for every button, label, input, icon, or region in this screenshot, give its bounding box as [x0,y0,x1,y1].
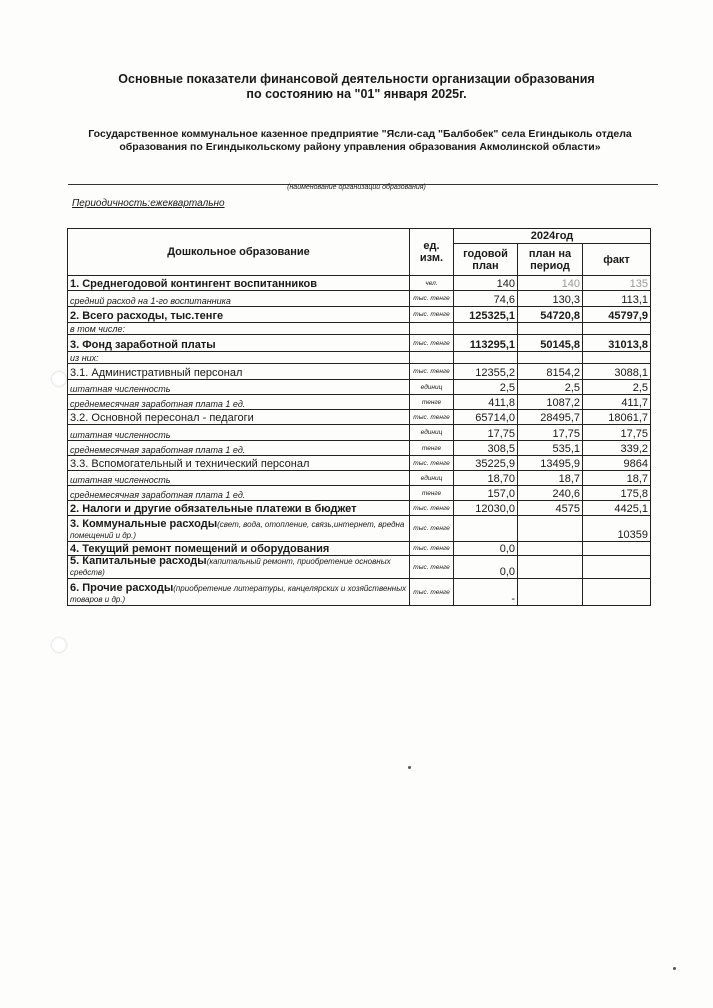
cell-fact: 18061,7 [583,410,651,425]
row-unit: тыс. тенге [410,291,454,307]
scan-speck [673,967,676,970]
cell-fact: 175,8 [583,486,651,501]
row-label-text: 3.2. Основной пересонал - педагоги [70,412,254,424]
row-label [68,352,410,364]
cell-annual: 157,0 [454,486,518,501]
row-label [68,425,410,441]
cell-annual: 308,5 [454,441,518,456]
row-label [68,486,410,501]
cell-period: 28495,7 [518,410,583,425]
table-body [68,276,651,606]
table-row [68,501,651,516]
cell-period [518,516,583,542]
row-label [68,410,410,425]
table-row [68,352,651,364]
table-row [68,542,651,556]
cell-fact [583,556,651,579]
cell-fact: 113,1 [583,291,651,307]
header-fact: факт [583,244,651,276]
cell-period: 130,3 [518,291,583,307]
cell-fact: 411,7 [583,395,651,410]
cell-annual: 2,5 [454,380,518,395]
cell-fact: 2,5 [583,380,651,395]
row-label [68,323,410,335]
row-unit [410,352,454,364]
table-row [68,335,651,352]
cell-period: 50145,8 [518,335,583,352]
row-label [68,501,410,516]
cell-fact: 17,75 [583,425,651,441]
cell-period: 240,6 [518,486,583,501]
row-unit: тыс. тенге [410,364,454,380]
table-row [68,425,651,441]
cell-fact [583,323,651,335]
row-unit: чел. [410,276,454,291]
cell-period: 535,1 [518,441,583,456]
cell-fact: 3088,1 [583,364,651,380]
cell-fact: 339,2 [583,441,651,456]
row-label [68,579,410,606]
table-row [68,579,651,606]
row-unit: единиц [410,380,454,395]
row-label-note: (свет, вода, отопление, связь,интернет, вредна помещений и др.) [70,520,405,540]
cell-annual: 0,0 [454,542,518,556]
cell-fact: 135 [583,276,651,291]
cell-annual: 74,6 [454,291,518,307]
header-section: Дошкольное образование [68,229,410,276]
row-label-text: в том числе: [70,324,126,334]
row-label-text: 1. Среднегодовой контингент воспитанников [70,278,318,290]
cell-annual: 12030,0 [454,501,518,516]
cell-period: 140 [518,276,583,291]
punch-hole [52,638,66,652]
cell-annual [454,352,518,364]
row-label [68,380,410,395]
table-row [68,441,651,456]
header-annual-plan: годовой план [454,244,518,276]
row-label [68,441,410,456]
table-row [68,323,651,335]
report-title-line-2: по состоянию на "01" января 2025г. [246,87,467,101]
row-unit: тыс. тенге [410,516,454,542]
row-label-text: 3.3. Вспомогательный и технический персонал [70,458,310,470]
organization-name-line-2: образования по Егиндыкольскому району управления образования Акмолинской области» [119,141,601,153]
report-title-line-1: Основные показатели финансовой деятельности организации образования [118,72,595,86]
row-label [68,395,410,410]
cell-annual: 65714,0 [454,410,518,425]
row-label-text: 3. Фонд заработной платы [70,339,216,351]
cell-fact: 9864 [583,456,651,471]
cell-period [518,352,583,364]
cell-annual: 17,75 [454,425,518,441]
row-label [68,276,410,291]
periodicity-label: Периодичность:ежеквартально [72,198,225,209]
cell-fact [583,352,651,364]
cell-fact: 31013,8 [583,335,651,352]
row-label [68,471,410,486]
row-label [68,556,410,579]
cell-fact: 45797,9 [583,307,651,323]
row-label-text: 3.1. Административный персонал [70,367,243,379]
row-unit: тыс. тенге [410,501,454,516]
row-label-text: среднемесячная заработная плата 1 ед. [70,490,246,500]
header-period-plan: план на период [518,244,583,276]
row-label-text: штатная численность [70,384,171,394]
table-row [68,380,651,395]
cell-period [518,556,583,579]
cell-annual: 18,70 [454,471,518,486]
row-unit: тыс. тенге [410,542,454,556]
cell-annual: 35225,9 [454,456,518,471]
cell-annual: 140 [454,276,518,291]
row-label-text: штатная численность [70,430,171,440]
cell-annual: 12355,2 [454,364,518,380]
cell-annual [454,516,518,542]
row-label [68,542,410,556]
cell-annual: 0,0 [454,556,518,579]
cell-period [518,542,583,556]
cell-fact [583,542,651,556]
row-unit: тыс. тенге [410,579,454,606]
cell-period: 54720,8 [518,307,583,323]
cell-period: 8154,2 [518,364,583,380]
table-row [68,276,651,291]
cell-annual: 113295,1 [454,335,518,352]
cell-fact: 18,7 [583,471,651,486]
punch-hole [52,372,66,386]
row-label-text: 6. Прочие расходы [70,582,174,594]
row-label [68,456,410,471]
table-row [68,456,651,471]
organization-caption: (наименование организации образования) [287,184,426,191]
cell-annual [454,323,518,335]
row-label-text: 3. Коммунальные расходы [70,518,218,530]
row-unit: тенге [410,395,454,410]
financial-indicators-table [67,228,651,606]
row-unit: тыс. тенге [410,556,454,579]
cell-annual: - [454,579,518,606]
row-label-text: 5. Капитальные расходы [70,555,207,567]
cell-annual: 125325,1 [454,307,518,323]
cell-annual: 411,8 [454,395,518,410]
scan-speck [408,766,411,769]
row-label-text: среднемесячная заработная плата 1 ед. [70,445,246,455]
row-unit: тенге [410,441,454,456]
table-row [68,471,651,486]
row-label-text: 2. Налоги и другие обязательные платежи в бюджет [70,503,357,515]
row-label [68,307,410,323]
table-row [68,395,651,410]
row-label [68,291,410,307]
row-label-text: 2. Всего расходы, тыс.тенге [70,310,224,322]
row-unit: тыс. тенге [410,335,454,352]
row-label [68,516,410,542]
organization-name-line-1: Государственное коммунальное казенное предприятие "Ясли-сад "Балбобек" села Егиндыколь отдела [88,128,632,140]
cell-fact: 10359 [583,516,651,542]
cell-period: 4575 [518,501,583,516]
row-label-text: из них: [70,353,99,363]
row-label-text: средний расход на 1-го воспитанника [70,296,231,306]
table-row [68,556,651,579]
cell-period: 1087,2 [518,395,583,410]
row-unit: единиц [410,471,454,486]
row-label-text: штатная численность [70,475,171,485]
table-row [68,364,651,380]
header-unit: ед. изм. [410,229,454,276]
row-label-note: (капитальный ремонт, приобретение основных средств) [70,557,391,577]
row-unit: тыс. тенге [410,307,454,323]
row-label-text: среднемесячная заработная плата 1 ед. [70,399,246,409]
row-unit: тыс. тенге [410,456,454,471]
table-row [68,410,651,425]
cell-period [518,323,583,335]
cell-fact: 4425,1 [583,501,651,516]
table-row [68,291,651,307]
row-unit: тыс. тенге [410,410,454,425]
row-unit [410,323,454,335]
cell-period: 2,5 [518,380,583,395]
row-label-text: 4. Текущий ремонт помещений и оборудования [70,543,330,555]
row-label [68,364,410,380]
row-unit: тенге [410,486,454,501]
cell-period: 18,7 [518,471,583,486]
cell-fact [583,579,651,606]
cell-period [518,579,583,606]
table-row [68,486,651,501]
header-year: 2024год [454,229,651,244]
row-label [68,335,410,352]
table-row [68,516,651,542]
cell-period: 17,75 [518,425,583,441]
table-row [68,307,651,323]
row-label-note: (приобретение литературы, канцелярских и хозяйственных товаров и др.) [70,584,407,604]
cell-period: 13495,9 [518,456,583,471]
row-unit: единиц [410,425,454,441]
